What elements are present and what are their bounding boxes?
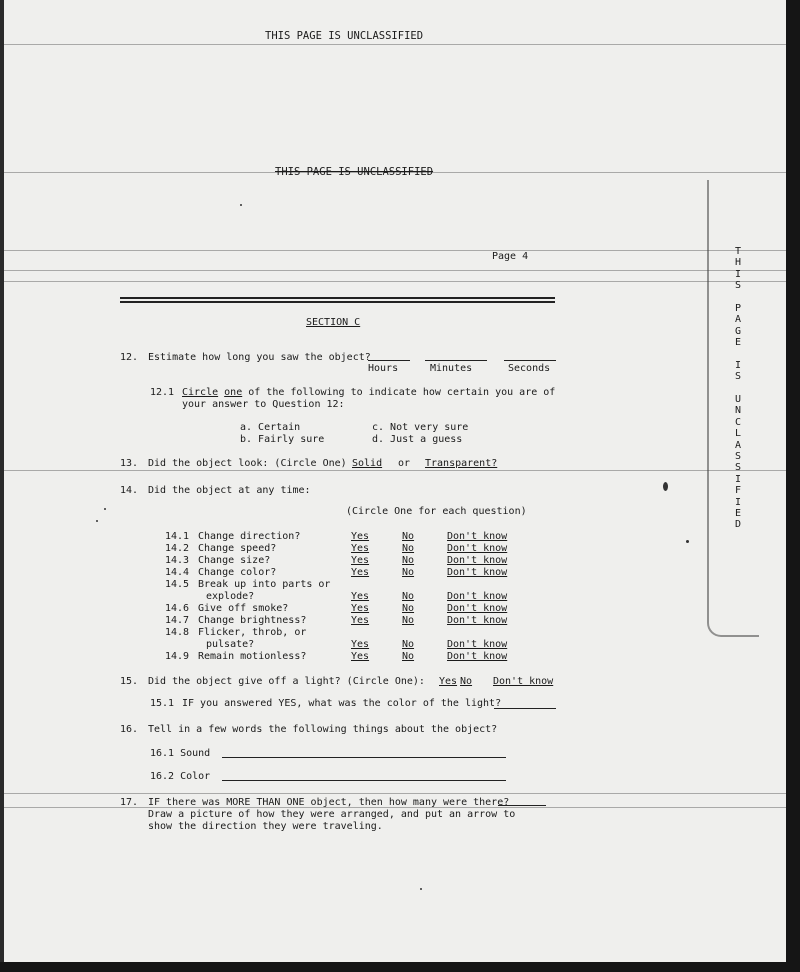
stamp-gap (731, 292, 745, 303)
q14-item-text: Break up into parts or (198, 579, 331, 590)
stamp-gap (731, 383, 745, 394)
q15-1-number: 15.1 (150, 698, 175, 709)
section-rule-bottom (120, 301, 555, 303)
q14-item-text: Flicker, throb, or (198, 627, 307, 638)
top-classification-stamp: THIS PAGE IS UNCLASSIFIED (265, 30, 424, 42)
hours-blank[interactable] (368, 360, 410, 361)
scan-speck (240, 204, 242, 206)
stamp-letter: E (734, 507, 742, 519)
q14-item-number: 14.2 (165, 543, 190, 554)
q14-dont-know-option[interactable]: Don't know (447, 567, 508, 578)
stamp-letter: A (734, 439, 742, 451)
q14-item-text: Change color? (198, 567, 277, 578)
vertical-classification-stamp (731, 246, 745, 531)
stamp-letter: T (734, 246, 742, 257)
q12-1-circle-word: Circle (182, 387, 219, 398)
scan-speck (104, 508, 106, 510)
q14-item-number: 14.6 (165, 603, 190, 614)
q15-yes-option[interactable]: Yes (439, 676, 458, 687)
q14-item-text-cont: explode? (206, 591, 255, 602)
scan-speck (686, 540, 689, 543)
q13-text: Did the object look: (Circle One) (148, 458, 347, 469)
stamp-letter: S (734, 462, 742, 474)
q12-text: Estimate how long you saw the object? (148, 352, 371, 363)
sound-label: 16.1 Sound (150, 748, 211, 759)
color-label: 16.2 Color (150, 771, 211, 782)
q14-no-option[interactable]: No (402, 603, 415, 614)
scan-speck (420, 888, 422, 890)
scan-speck (663, 482, 668, 491)
option-a-certain[interactable]: a. Certain (240, 422, 301, 433)
q14-instruction: (Circle One for each question) (346, 506, 527, 517)
q14-item-text-cont: pulsate? (206, 639, 255, 650)
q14-yes-option[interactable]: Yes (351, 531, 370, 542)
section-title: SECTION C (306, 317, 361, 328)
q17-line2: Draw a picture of how they were arranged, and put an arrow to (148, 809, 516, 820)
q12-1-line2: your answer to Question 12: (182, 399, 345, 410)
q14-no-option[interactable]: No (402, 615, 415, 626)
q12-1-number: 12.1 (150, 387, 175, 398)
stamp-letter: N (734, 405, 742, 417)
solid-option[interactable]: Solid (352, 458, 383, 469)
q14-item-number: 14.3 (165, 555, 190, 566)
minutes-blank[interactable] (425, 360, 487, 361)
stamp-letter: A (734, 314, 742, 326)
q12-1-line1 (182, 387, 555, 398)
q15-1-text: IF you answered YES, what was the color of the light? (182, 698, 502, 709)
object-count-blank[interactable] (498, 805, 546, 806)
second-classification-stamp: THIS PAGE IS UNCLASSIFIED (275, 166, 434, 178)
q14-yes-option[interactable]: Yes (351, 603, 370, 614)
q14-item-text: Change direction? (198, 531, 301, 542)
q17-number: 17. (120, 797, 139, 808)
q17-line3: show the direction they were traveling. (148, 821, 383, 832)
option-b-fairly-sure[interactable]: b. Fairly sure (240, 434, 325, 445)
stamp-gap (731, 349, 745, 360)
q16-text: Tell in a few words the following things about the object? (148, 724, 498, 735)
q14-yes-option[interactable]: Yes (351, 639, 370, 650)
transparent-option[interactable]: Transparent? (425, 458, 498, 469)
q14-dont-know-option[interactable]: Don't know (447, 603, 508, 614)
scan-line (4, 793, 786, 794)
stamp-letter: I (734, 496, 742, 508)
q12-1-one-word: one (224, 387, 243, 398)
stamp-letter: F (734, 485, 742, 497)
stamp-letter: H (734, 257, 742, 269)
stamp-letter: S (734, 451, 742, 463)
scan-line (4, 470, 786, 471)
q14-dont-know-option[interactable]: Don't know (447, 531, 508, 542)
q15-number: 15. (120, 676, 139, 687)
q14-no-option[interactable]: No (402, 591, 415, 602)
q17-line1: IF there was MORE THAN ONE object, then how many were there? (148, 797, 510, 808)
q14-dont-know-option[interactable]: Don't know (447, 651, 508, 662)
scan-line (4, 270, 786, 271)
q14-yes-option[interactable]: Yes (351, 567, 370, 578)
q14-dont-know-option[interactable]: Don't know (447, 615, 508, 626)
q15-no-option[interactable]: No (460, 676, 473, 687)
q13-number: 13. (120, 458, 139, 469)
q16-number: 16. (120, 724, 139, 735)
stamp-letter: E (734, 337, 742, 349)
q14-item-number: 14.1 (165, 531, 190, 542)
q14-dont-know-option[interactable]: Don't know (447, 591, 508, 602)
q14-no-option[interactable]: No (402, 567, 415, 578)
scan-line (4, 250, 786, 251)
scan-left-edge (0, 0, 4, 972)
sound-blank[interactable] (222, 757, 506, 758)
q14-yes-option[interactable]: Yes (351, 591, 370, 602)
drawing-area[interactable] (100, 840, 700, 958)
q14-no-option[interactable]: No (402, 639, 415, 650)
q14-item-number: 14.4 (165, 567, 190, 578)
q14-no-option[interactable]: No (402, 555, 415, 566)
stamp-letter: G (734, 325, 742, 337)
minutes-label: Minutes (430, 363, 473, 374)
q14-number: 14. (120, 485, 139, 496)
scan-bottom-edge (0, 962, 800, 972)
q14-item-text: Change brightness? (198, 615, 307, 626)
q14-dont-know-option[interactable]: Don't know (447, 555, 508, 566)
stamp-letter: I (734, 473, 742, 485)
q14-yes-option[interactable]: Yes (351, 543, 370, 554)
q13-or: or (398, 458, 411, 469)
q14-text: Did the object at any time: (148, 485, 311, 496)
hours-label: Hours (368, 363, 399, 374)
q14-item-text: Change size? (198, 555, 271, 566)
stamp-letter: I (734, 268, 742, 280)
q14-no-option[interactable]: No (402, 651, 415, 662)
q14-yes-option[interactable]: Yes (351, 615, 370, 626)
q14-item-number: 14.8 (165, 627, 190, 638)
color-blank[interactable] (222, 780, 506, 781)
q14-item-text: Change speed? (198, 543, 277, 554)
q14-item-number: 14.5 (165, 579, 190, 590)
stamp-letter: D (734, 519, 742, 531)
scan-line (4, 44, 786, 45)
q14-item-number: 14.7 (165, 615, 190, 626)
option-c-not-very-sure[interactable]: c. Not very sure (372, 422, 469, 433)
stamp-letter: S (734, 371, 742, 383)
light-color-blank[interactable] (494, 708, 556, 709)
q15-dont-know-option[interactable]: Don't know (493, 676, 554, 687)
q14-dont-know-option[interactable]: Don't know (447, 639, 508, 650)
q14-yes-option[interactable]: Yes (351, 651, 370, 662)
stamp-letter: S (734, 280, 742, 292)
scan-speck (96, 520, 98, 522)
option-d-just-a-guess[interactable]: d. Just a guess (372, 434, 463, 445)
q14-item-text: Remain motionless? (198, 651, 307, 662)
stamp-letter: C (734, 416, 742, 428)
seconds-blank[interactable] (504, 360, 556, 361)
q12-1-line1-rest: of the following to indicate how certain you are of (248, 387, 556, 398)
stamp-letter: U (734, 394, 742, 406)
q14-no-option[interactable]: No (402, 531, 415, 542)
seconds-label: Seconds (508, 363, 551, 374)
stamp-letter: L (734, 428, 742, 440)
q14-yes-option[interactable]: Yes (351, 555, 370, 566)
scan-line (4, 281, 786, 282)
q15-text: Did the object give off a light? (Circle One): (148, 676, 425, 687)
section-rule-top (120, 297, 555, 299)
stamp-letter: I (734, 359, 742, 371)
stamp-letter: P (734, 302, 742, 314)
q12-number: 12. (120, 352, 139, 363)
page-number: Page 4 (492, 251, 529, 262)
scan-right-edge (786, 0, 800, 972)
q14-dont-know-option[interactable]: Don't know (447, 543, 508, 554)
q14-item-number: 14.9 (165, 651, 190, 662)
q14-item-text: Give off smoke? (198, 603, 289, 614)
q14-no-option[interactable]: No (402, 543, 415, 554)
